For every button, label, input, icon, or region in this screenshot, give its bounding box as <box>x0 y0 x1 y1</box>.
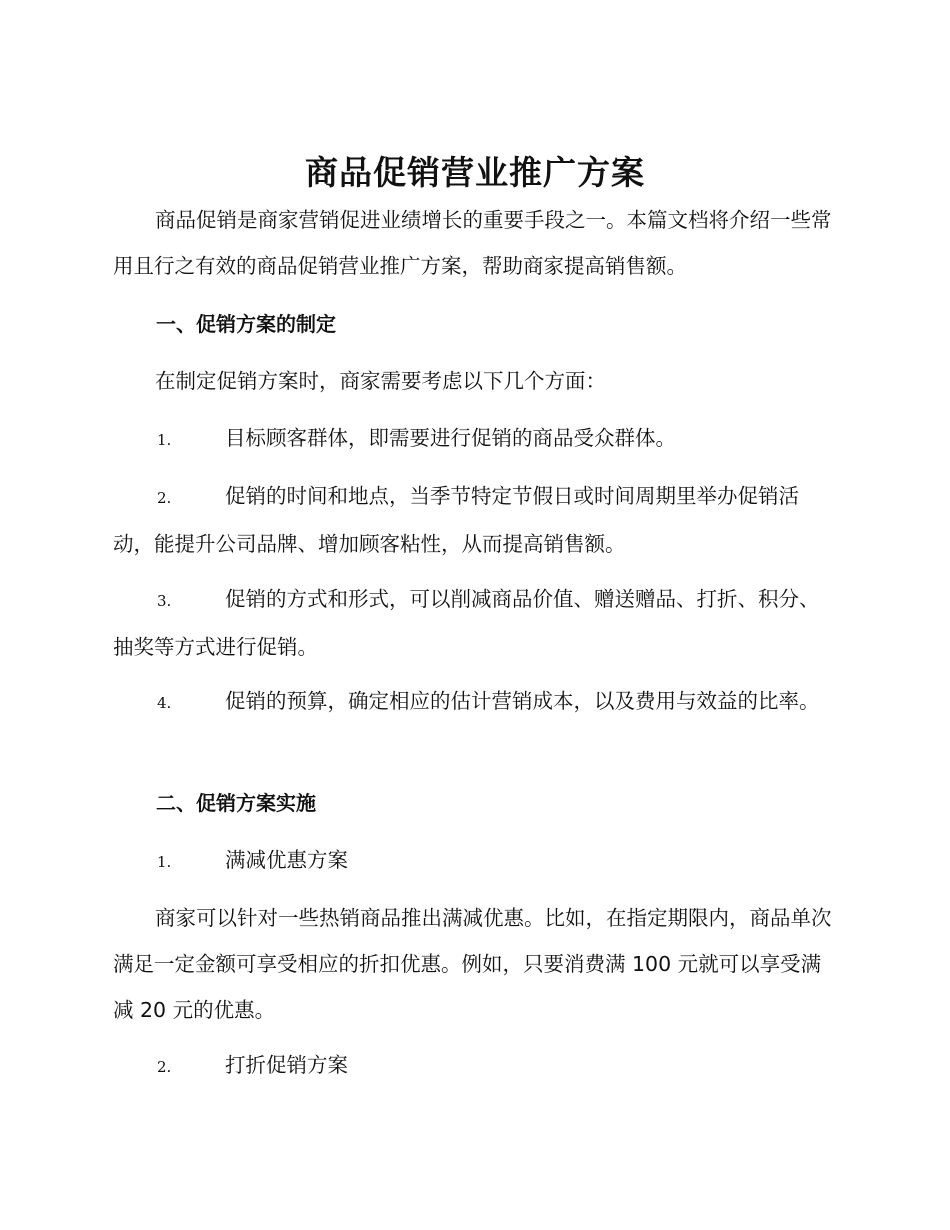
list-item-text: 促销的方式和形式，可以削减商品价值、赠送赠品、打折、积分、抽奖等方式进行促销。 <box>113 587 820 659</box>
list-item-number: 1. <box>157 853 172 871</box>
list-item-number: 1. <box>157 431 172 449</box>
intro-paragraph: 商品促销是商家营销促进业绩增长的重要手段之一。本篇文档将介绍一些常用且行之有效的商品促销营业推广方案，帮助商家提高销售额。 <box>113 208 832 278</box>
section-heading-2: 二、促销方案实施 <box>156 791 316 815</box>
list-item-number: 2. <box>157 489 172 507</box>
list-item-text: 满减优惠方案 <box>225 848 348 872</box>
section1-lead: 在制定促销方案时，商家需要考虑以下几个方面： <box>155 369 606 393</box>
section-heading-1: 一、促销方案的制定 <box>156 312 336 336</box>
list-item <box>113 415 835 463</box>
list-item-text: 打折促销方案 <box>225 1053 348 1077</box>
list-item-number: 2. <box>157 1058 172 1076</box>
list-item <box>113 678 835 726</box>
list-item-text: 促销的预算，确定相应的估计营销成本，以及费用与效益的比率。 <box>225 689 820 713</box>
document-title: 商品促销营业推广方案 <box>305 153 645 192</box>
list-item <box>113 576 835 670</box>
list-item <box>113 473 835 567</box>
section2-body-paragraph: 商家可以针对一些热销商品推出满减优惠。比如，在指定期限内，商品单次满足一定金额可享受相应的折扣优惠。例如，只要消费满 100 元就可以享受满减 20 元的优惠。 <box>113 906 832 1022</box>
list-item-text: 促销的时间和地点，当季节特定节假日或时间周期里举办促销活动，能提升公司品牌、增加顾客粘性，从而提高销售额。 <box>113 484 799 556</box>
list-item-number: 4. <box>157 694 172 712</box>
list-item <box>113 1042 835 1090</box>
list-item-number: 3. <box>157 592 172 610</box>
list-item <box>113 837 835 885</box>
list-item-text: 目标顾客群体，即需要进行促销的商品受众群体。 <box>225 426 676 450</box>
